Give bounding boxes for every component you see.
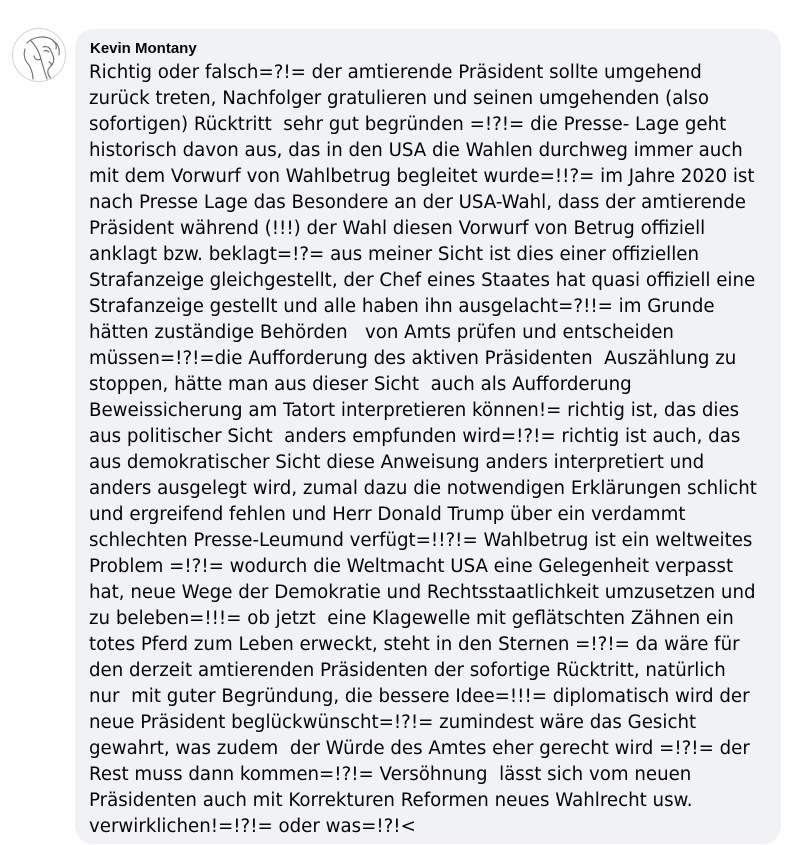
comment-text-line: mit dem Vorwurf von Wahlbetrug begleitet wurde=!!?= im Jahre 2020 ist [89, 166, 755, 187]
comment-text-line: und ergreifend fehlen und Herr Donald Trump über ein verdammt [89, 504, 686, 525]
comment-text-line: aus politischer Sicht anders empfunden wird=!?!= richtig ist auch, das [89, 426, 741, 447]
comment-text-line: verwirklichen!=!?!= oder was=!?!< [89, 816, 416, 837]
comment-text-line: Präsident während (!!!) der Wahl diesen Vorwurf von Betrug offiziell [89, 218, 706, 239]
sketch-face-icon [13, 29, 66, 82]
comment-text-line: aus demokratischer Sicht diese Anweisung anders interpretiert und [89, 452, 705, 473]
comment-text [89, 60, 775, 840]
avatar[interactable] [12, 28, 66, 82]
comment-text-line: den derzeit amtierenden Präsidenten der sofortige Rücktritt, natürlich [89, 660, 726, 681]
comment-text-line: nach Presse Lage das Besondere an der USA-Wahl, dass der amtierende [89, 192, 746, 213]
comment-text-line: hätten zuständige Behörden von Amts prüfen und entscheiden [89, 322, 674, 343]
comment-text-line: Strafanzeige gestellt und alle haben ihn ausgelacht=?!!= im Grunde [89, 296, 715, 317]
comment-text-line: zu beleben=!!!= ob jetzt eine Klagewelle mit geflätschten Zähnen ein [89, 608, 734, 629]
comment-text-line: historisch davon aus, das in den USA die Wahlen durchweg immer auch [89, 140, 743, 161]
comment-text-line: Strafanzeige gleichgestellt, der Chef eines Staates hat quasi offiziell eine [89, 270, 756, 291]
comment-text-line: anders ausgelegt wird, zumal dazu die notwendigen Erklärungen schlicht [89, 478, 757, 499]
comment-text-line: nur mit guter Begründung, die bessere Idee=!!!= diplomatisch wird der [89, 686, 750, 707]
comment-text-line: zurück treten, Nachfolger gratulieren und seinen umgehenden (also [89, 88, 710, 109]
comment-text-line: neue Präsident beglückwünscht=!?!= zumindest wäre das Gesicht [89, 712, 697, 733]
comment-text-line: schlechten Presse-Leumund verfügt=!!?!= Wahlbetrug ist ein weltweites [89, 530, 753, 551]
comment-text-line: stoppen, hätte man aus dieser Sicht auch als Aufforderung [89, 374, 632, 395]
comment-text-line: Problem =!?!= wodurch die Weltmacht USA eine Gelegenheit verpasst [89, 556, 734, 577]
comment-text-line: gewahrt, was zudem der Würde des Amtes eher gerecht wird =!?!= der [89, 738, 750, 759]
comment-bubble [75, 29, 781, 844]
comment-text-line: Rest muss dann kommen=!?!= Versöhnung lässt sich vom neuen [89, 764, 692, 785]
comment-text-line: Beweissicherung am Tatort interpretieren können!= richtig ist, das dies [89, 400, 740, 421]
comment-author[interactable]: Kevin Montany [90, 40, 197, 57]
comment-text-line: totes Pferd zum Leben erweckt, steht in den Sternen =!?!= da wäre für [89, 634, 740, 655]
comment-text-line: Richtig oder falsch=?!= der amtierende Präsident sollte umgehend [89, 62, 702, 83]
comment-text-line: hat, neue Wege der Demokratie und Rechtsstaatlichkeit umzusetzen und [89, 582, 756, 603]
comment-text-line: müssen=!?!=die Aufforderung des aktiven Präsidenten Auszählung zu [89, 348, 737, 369]
comment-text-line: Präsidenten auch mit Korrekturen Reformen neues Wahlrecht usw. [89, 790, 693, 811]
comment-text-line: anklagt bzw. beklagt=!?= aus meiner Sicht ist dies einer offiziellen [89, 244, 699, 265]
comment-text-line: sofortigen) Rücktritt sehr gut begründen =!?!= die Presse- Lage geht [89, 114, 727, 135]
